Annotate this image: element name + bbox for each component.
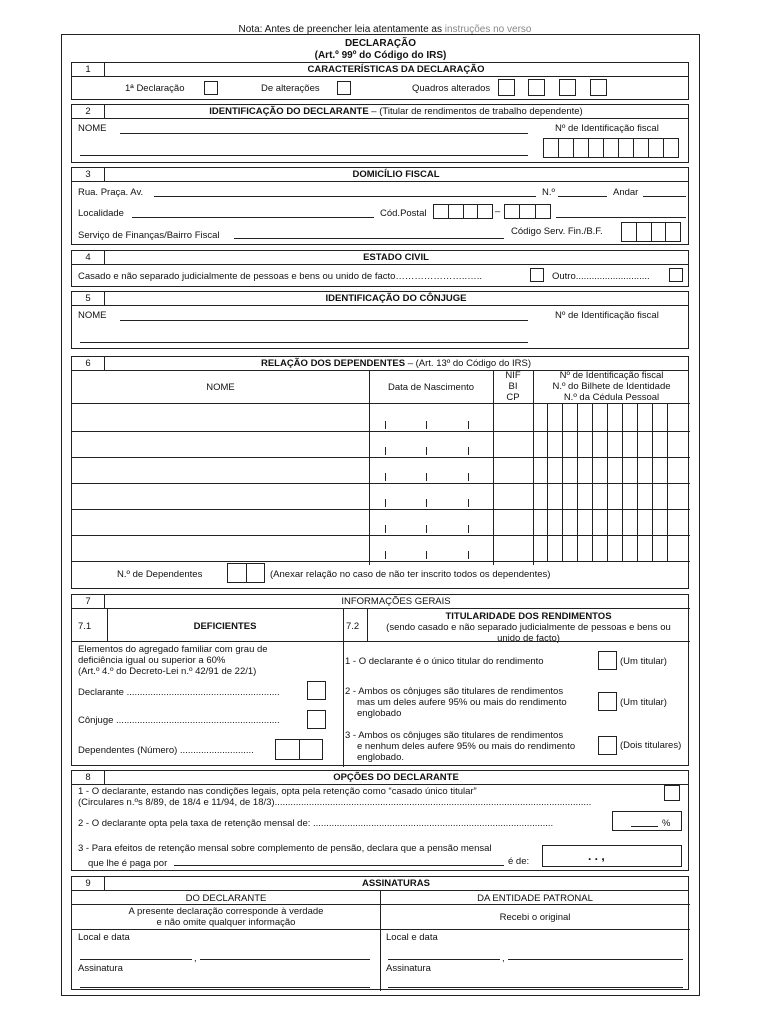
disabled-spouse-label: Cônjuge .............................................................. xyxy=(78,715,280,726)
dependents-col-doc: NIF BI CP xyxy=(505,370,521,403)
table-changed-box-4[interactable] xyxy=(590,79,607,96)
postal-locality-line[interactable] xyxy=(556,217,686,218)
section-5: 5 IDENTIFICAÇÃO DO CÔNJUGE NOME Nº de Identificação fiscal xyxy=(71,291,689,349)
declarant-name-label: NOME xyxy=(78,123,107,134)
declarant-truth-statement: A presente declaração corresponde à verdade e não omite qualquer informação xyxy=(128,906,324,928)
street-label: Rua. Praça. Av. xyxy=(78,187,144,198)
option-3-text: 3 - Para efeitos de retenção mensal sobre complemento de pensão, declara que a pensão mensal que lhe é paga por xyxy=(78,843,492,869)
dependents-attach-note: (Anexar relação no caso de não ter inscrito todos os dependentes) xyxy=(270,569,551,580)
section-1: 1 CARACTERÍSTICAS DA DECLARAÇÃO 1ª Declaração De alterações Quadros alterados xyxy=(71,62,689,100)
postal-label: Cód.Postal xyxy=(380,208,427,219)
section-3: 3 DOMICÍLIO FISCAL Rua. Praça. Av. N.º Andar Localidade Cód.Postal – Serviço de Finanças/Bairro Fiscal Código Serv. Fin./B.F. xyxy=(71,167,689,245)
section-2: 2 IDENTIFICAÇÃO DO DECLARANTE – (Titular de rendimentos de trabalho dependente) NOME Nº de Identificação fiscal xyxy=(71,104,689,163)
percent-sign: % xyxy=(662,818,671,829)
dependents-col-id: Nº de Identificação fiscal N.º do Bilhete de Identidade N.º da Cédula Pessoal xyxy=(552,370,671,403)
disabled-dependents-label: Dependentes (Número) ............................ xyxy=(78,745,254,756)
pension-amount-box[interactable] xyxy=(542,845,682,867)
employer-date-line[interactable] xyxy=(508,959,683,960)
married-label: Casado e não separado judicialmente de pessoas e bens ou unido de facto…………………..….. xyxy=(78,271,482,282)
ownership-title: TITULARIDADE DOS RENDIMENTOS xyxy=(445,611,612,622)
first-declaration-checkbox[interactable] xyxy=(204,81,218,95)
disabled-declarant-label: Declarante .......................................................... xyxy=(78,687,280,698)
disabled-title: DEFICIENTES xyxy=(193,621,257,632)
postal-dash: – xyxy=(495,206,501,217)
declarant-place-date-label: Local e data xyxy=(78,932,130,943)
s72-num: 7.2 xyxy=(346,621,360,632)
dependents-count-label: N.º de Dependentes xyxy=(117,569,203,580)
option-1-text: 1 - O declarante, estando nas condições legais, opta pela retenção como “casado único titular” (Circulares n.ºs 8/89, de 18/4 e 11/94, de 18/3)........................................................................................................................ xyxy=(78,786,592,808)
table-changed-box-1[interactable] xyxy=(498,79,515,96)
number-line[interactable] xyxy=(558,196,607,197)
changes-checkbox[interactable] xyxy=(337,81,351,95)
postal-code-cells-1[interactable] xyxy=(433,204,493,219)
ownership-option-3-checkbox[interactable] xyxy=(598,736,617,755)
other-checkbox[interactable] xyxy=(669,268,683,282)
section-9: 9 ASSINATURAS DO DECLARANTE DA ENTIDADE PATRONAL A presente declaração corresponde à verdade e não omite qualquer informação Recebi o original Local e data , Assinatura Local e data , Assinatura xyxy=(71,876,689,990)
declarant-taxid-label: Nº de Identificação fiscal xyxy=(555,123,659,134)
option-2-text: 2 - O declarante opta pela taxa de retenção mensal de: ........................................................................................... xyxy=(78,818,554,829)
spouse-taxid-label: Nº de Identificação fiscal xyxy=(555,310,659,321)
disabled-members-text: Elementos do agregado familiar com grau de deficiência igual ou superior a 60% (Art.º 4.º do Decreto-Lei n.º 42/91 de 22/1) xyxy=(78,644,268,677)
tax-office-code-label: Código Serv. Fin./B.F. xyxy=(511,226,603,237)
ownership-option-2-tag: (Um titular) xyxy=(620,697,667,708)
spouse-name-line-2[interactable] xyxy=(80,342,528,343)
floor-label: Andar xyxy=(613,187,639,198)
table-changed-box-2[interactable] xyxy=(528,79,545,96)
ownership-option-3-tag: (Dois titulares) xyxy=(620,740,682,751)
employer-signature-title: DA ENTIDADE PATRONAL xyxy=(477,893,593,904)
spouse-name-label: NOME xyxy=(78,310,107,321)
declarant-place-line[interactable] xyxy=(80,959,192,960)
pension-amount-separators: . . , xyxy=(588,849,605,863)
retention-rate-box[interactable] xyxy=(612,811,682,831)
section-8: 8 OPÇÕES DO DECLARANTE 1 - O declarante, estando nas condições legais, opta pela retenção como “casado único titular” (Circulares n.ºs 8/89, de 18/4 e 11/94, de 18/3)........................................................................................................................ 2 - O declarante opta pela taxa de retenção mensal de: ........................................................................................... % 3 - Para efeitos de retenção mensal sobre complemento de pensão, declara que a pensão mensal que lhe é paga por é de: . . , xyxy=(71,770,689,871)
tax-office-code-cells[interactable] xyxy=(621,222,681,242)
declarant-signature-line[interactable] xyxy=(80,987,370,988)
floor-line[interactable] xyxy=(643,196,686,197)
option-1-checkbox[interactable] xyxy=(664,785,680,801)
pension-payer-line[interactable] xyxy=(174,865,504,866)
form-title: DECLARAÇÃO xyxy=(344,38,417,49)
dependents-col-birth: Data de Nascimento xyxy=(387,382,475,393)
dependents-col-name: NOME xyxy=(206,382,235,393)
ownership-option-2-checkbox[interactable] xyxy=(598,692,617,711)
section-7: 7 INFORMAÇÕES GERAIS 7.1 DEFICIENTES 7.2 TITULARIDADE DOS RENDIMENTOS (sendo casado e não separado judicialmente de pessoas e bens ou unido de facto) Elementos do agregado familiar com grau de deficiência igual ou superior a 60% (Art.º 4.º do Decreto-Lei n.º 42/91 de 22/1) Declarante .......................................................... Cônjuge .............................................................. Dependentes (Número) ............................ 1 - O declarante é o único titular do rendimento (Um titular) 2 - Ambos os cônjuges são titulares de rendimentos mas um deles aufere 95% ou mais do rendimento englobado (Um titular) 3 - Ambos os cônjuges são titulares de rendimentos e nenhum deles aufere 95% ou mais do rendimento englobado. (Dois titulares) xyxy=(71,594,689,766)
declarant-taxid-cells[interactable] xyxy=(543,138,679,158)
locality-label: Localidade xyxy=(78,208,124,219)
note: Nota: Antes de preencher leia atentamente as instruções no verso xyxy=(238,24,532,35)
first-declaration-label: 1ª Declaração xyxy=(125,83,185,94)
ownership-option-1-tag: (Um titular) xyxy=(620,656,667,667)
declarant-date-line[interactable] xyxy=(200,959,370,960)
number-label: N.º xyxy=(542,187,555,198)
employer-place-line[interactable] xyxy=(388,959,500,960)
disabled-declarant-checkbox[interactable] xyxy=(307,681,326,700)
s71-num: 7.1 xyxy=(78,621,92,632)
disabled-spouse-checkbox[interactable] xyxy=(307,710,326,729)
section-4: 4 ESTADO CIVIL Casado e não separado judicialmente de pessoas e bens ou unido de facto…………………..….. Outro............................ xyxy=(71,250,689,287)
locality-line[interactable] xyxy=(132,217,374,218)
declarant-name-line-2[interactable] xyxy=(80,155,528,156)
declarant-signature-label: Assinatura xyxy=(78,963,123,974)
declarant-signature-title: DO DECLARANTE xyxy=(185,893,267,904)
ownership-option-2: 2 - Ambos os cônjuges são titulares de rendimentos mas um deles aufere 95% ou mais do rendimento englobado xyxy=(345,686,567,719)
ownership-option-3: 3 - Ambos os cônjuges são titulares de rendimentos e nenhum deles aufere 95% ou mais do rendimento englobado. xyxy=(345,730,576,763)
ownership-option-1-checkbox[interactable] xyxy=(598,651,617,670)
tax-office-label: Serviço de Finanças/Bairro Fiscal xyxy=(78,230,220,241)
postal-code-cells-2[interactable] xyxy=(504,204,551,219)
employer-received-statement: Recebi o original xyxy=(499,912,571,923)
declarant-name-line-1[interactable] xyxy=(120,133,528,134)
dependents-count-cells[interactable] xyxy=(227,563,265,583)
street-line[interactable] xyxy=(154,196,536,197)
ownership-option-1: 1 - O declarante é o único titular do rendimento xyxy=(345,656,544,667)
disabled-dependents-cells[interactable] xyxy=(275,739,323,760)
section-6: 6 RELAÇÃO DOS DEPENDENTES – (Art. 13º do Código do IRS) NOME Data de Nascimento NIF BI CP Nº de Identificação fiscal N.º do Bilhete de Identidade N.º da Cédula Pessoal N.º de Dependentes (Anexar relação no caso de não ter inscrito todos os dependentes) xyxy=(71,356,689,589)
option-3-end: é de: xyxy=(508,856,530,867)
employer-signature-line[interactable] xyxy=(388,987,683,988)
other-label: Outro............................ xyxy=(552,271,650,282)
married-checkbox[interactable] xyxy=(530,268,544,282)
spouse-name-line-1[interactable] xyxy=(120,320,528,321)
tax-office-line[interactable] xyxy=(234,238,504,239)
employer-signature-label: Assinatura xyxy=(386,963,431,974)
table-changed-box-3[interactable] xyxy=(559,79,576,96)
changes-label: De alterações xyxy=(261,83,320,94)
ownership-subtitle: (sendo casado e não separado judicialmente de pessoas e bens ou unido de facto) xyxy=(386,622,671,644)
employer-place-date-label: Local e data xyxy=(386,932,438,943)
tables-changed-label: Quadros alterados xyxy=(412,83,491,94)
form-subtitle: (Art.º 99º do Código do IRS) xyxy=(314,50,447,61)
